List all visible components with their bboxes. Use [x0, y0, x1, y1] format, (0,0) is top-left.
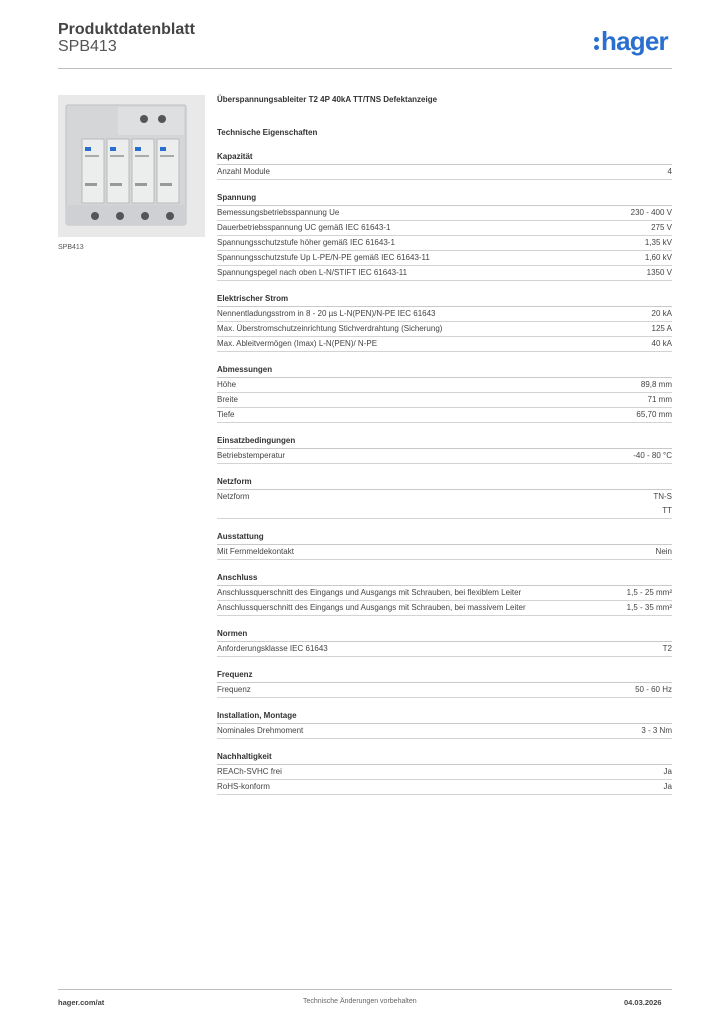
spec-section — [217, 709, 672, 739]
spec-label: Nennentladungsstrom in 8 - 20 µs L-N(PEN)/N-PE IEC 61643 — [217, 309, 436, 318]
spec-value: 1,5 - 25 mm² — [626, 588, 672, 597]
footer-website-link[interactable]: hager.com/at — [58, 998, 105, 1007]
section-title: Normen — [217, 627, 672, 642]
logo-text: hager — [601, 26, 668, 56]
spec-value: Nein — [655, 547, 672, 556]
footer-disclaimer: Technische Änderungen vorbehalten — [303, 998, 417, 1005]
product-image — [58, 95, 205, 237]
spec-sections — [217, 150, 672, 795]
spec-section — [217, 292, 672, 352]
spec-label: Betriebstemperatur — [217, 451, 286, 460]
footer-divider — [58, 989, 672, 990]
spec-row — [217, 683, 672, 698]
spec-value: 4 — [667, 167, 672, 176]
product-title: Überspannungsableiter T2 4P 40kA TT/TNS Defektanzeige — [217, 95, 438, 104]
section-title: Ausstattung — [217, 530, 672, 545]
section-title: Einsatzbedingungen — [217, 434, 672, 449]
hager-logo[interactable] — [594, 27, 668, 55]
spec-label: Nominales Drehmoment — [217, 726, 304, 735]
logo-dots-icon — [594, 32, 600, 52]
section-title: Frequenz — [217, 668, 672, 683]
spec-content — [217, 93, 672, 795]
spec-section — [217, 363, 672, 423]
spec-value: 71 mm — [647, 395, 672, 404]
spec-row — [217, 236, 672, 251]
spec-section — [217, 475, 672, 519]
spec-value: 20 kA — [651, 309, 672, 318]
spec-value: 1,35 kV — [644, 238, 672, 247]
spec-section — [217, 750, 672, 795]
spec-label: Spannungspegel nach oben L-N/STIFT IEC 61643-11 — [217, 268, 408, 277]
spec-value: 1350 V — [646, 268, 672, 277]
spec-label: Bemessungsbetriebsspannung Ue — [217, 208, 340, 217]
spec-section — [217, 434, 672, 464]
spec-label: Höhe — [217, 380, 237, 389]
spec-value: 3 - 3 Nm — [641, 726, 672, 735]
spec-value: -40 - 80 °C — [633, 451, 672, 460]
spec-label: REACh-SVHC frei — [217, 767, 282, 776]
spec-label: Tiefe — [217, 410, 235, 419]
spec-label: Netzform — [217, 492, 250, 501]
spec-row — [217, 165, 672, 180]
spec-row — [217, 307, 672, 322]
spec-value: 125 A — [651, 324, 672, 333]
product-code: SPB413 — [58, 38, 117, 55]
section-title: Spannung — [217, 191, 672, 206]
spec-row — [217, 322, 672, 337]
spec-value: TN-S TT — [653, 492, 672, 515]
section-title: Nachhaltigkeit — [217, 750, 672, 765]
spec-section — [217, 668, 672, 698]
page-title: Produktdatenblatt — [58, 21, 195, 38]
spec-label: Anforderungsklasse IEC 61643 — [217, 644, 328, 653]
spec-row — [217, 449, 672, 464]
spec-value: 1,5 - 35 mm² — [626, 603, 672, 612]
spec-section — [217, 530, 672, 560]
spec-row — [217, 206, 672, 221]
section-title: Netzform — [217, 475, 672, 490]
spec-value: 275 V — [651, 223, 672, 232]
spec-value: 1,60 kV — [644, 253, 672, 262]
section-title: Elektrischer Strom — [217, 292, 672, 307]
spec-label: Anschlussquerschnitt des Eingangs und Ausgangs mit Schrauben, bei flexiblem Leiter — [217, 588, 522, 597]
spec-row — [217, 780, 672, 795]
spec-row — [217, 378, 672, 393]
spec-label: Max. Ableitvermögen (Imax) L-N(PEN)/ N-PE — [217, 339, 378, 348]
spec-row — [217, 266, 672, 281]
spec-row — [217, 251, 672, 266]
spec-label: RoHS-konform — [217, 782, 270, 791]
spec-value: Ja — [663, 767, 672, 776]
image-caption: SPB413 — [58, 244, 84, 251]
section-title: Kapazität — [217, 150, 672, 165]
spec-value: T2 — [662, 644, 672, 653]
spec-label: Mit Fernmeldekontakt — [217, 547, 294, 556]
spec-row — [217, 724, 672, 739]
spec-label: Spannungsschutzstufe Up L-PE/N-PE gemäß IEC 61643-11 — [217, 253, 430, 262]
spec-value: 50 - 60 Hz — [635, 685, 672, 694]
spec-row — [217, 337, 672, 352]
footer-date: 04.03.2026 — [624, 998, 662, 1007]
section-title: Anschluss — [217, 571, 672, 586]
spec-row — [217, 490, 672, 519]
spec-row — [217, 408, 672, 423]
tech-props-heading: Technische Eigenschaften — [217, 128, 318, 137]
spec-value: 65,70 mm — [636, 410, 672, 419]
section-title: Abmessungen — [217, 363, 672, 378]
spec-row — [217, 393, 672, 408]
spec-row — [217, 765, 672, 780]
spec-section — [217, 627, 672, 657]
spec-label: Max. Überstromschutzeinrichtung Stichverdrahtung (Sicherung) — [217, 324, 443, 333]
spec-value: 230 - 400 V — [630, 208, 672, 217]
spec-section — [217, 191, 672, 281]
spec-value: 89,8 mm — [640, 380, 672, 389]
header-divider — [58, 68, 672, 69]
spec-section — [217, 571, 672, 616]
section-title: Installation, Montage — [217, 709, 672, 724]
spec-value: 40 kA — [651, 339, 672, 348]
spec-label: Dauerbetriebsspannung UC gemäß IEC 61643-1 — [217, 223, 391, 232]
spec-row — [217, 601, 672, 616]
spec-row — [217, 545, 672, 560]
spec-label: Spannungsschutzstufe höher gemäß IEC 61643-1 — [217, 238, 395, 247]
spec-row — [217, 221, 672, 236]
spec-label: Breite — [217, 395, 238, 404]
spec-row — [217, 642, 672, 657]
spec-label: Anschlussquerschnitt des Eingangs und Ausgangs mit Schrauben, bei massivem Leiter — [217, 603, 526, 612]
spec-section — [217, 150, 672, 180]
spec-label: Anzahl Module — [217, 167, 270, 176]
spec-row — [217, 586, 672, 601]
spec-value: Ja — [663, 782, 672, 791]
spec-label: Frequenz — [217, 685, 251, 694]
